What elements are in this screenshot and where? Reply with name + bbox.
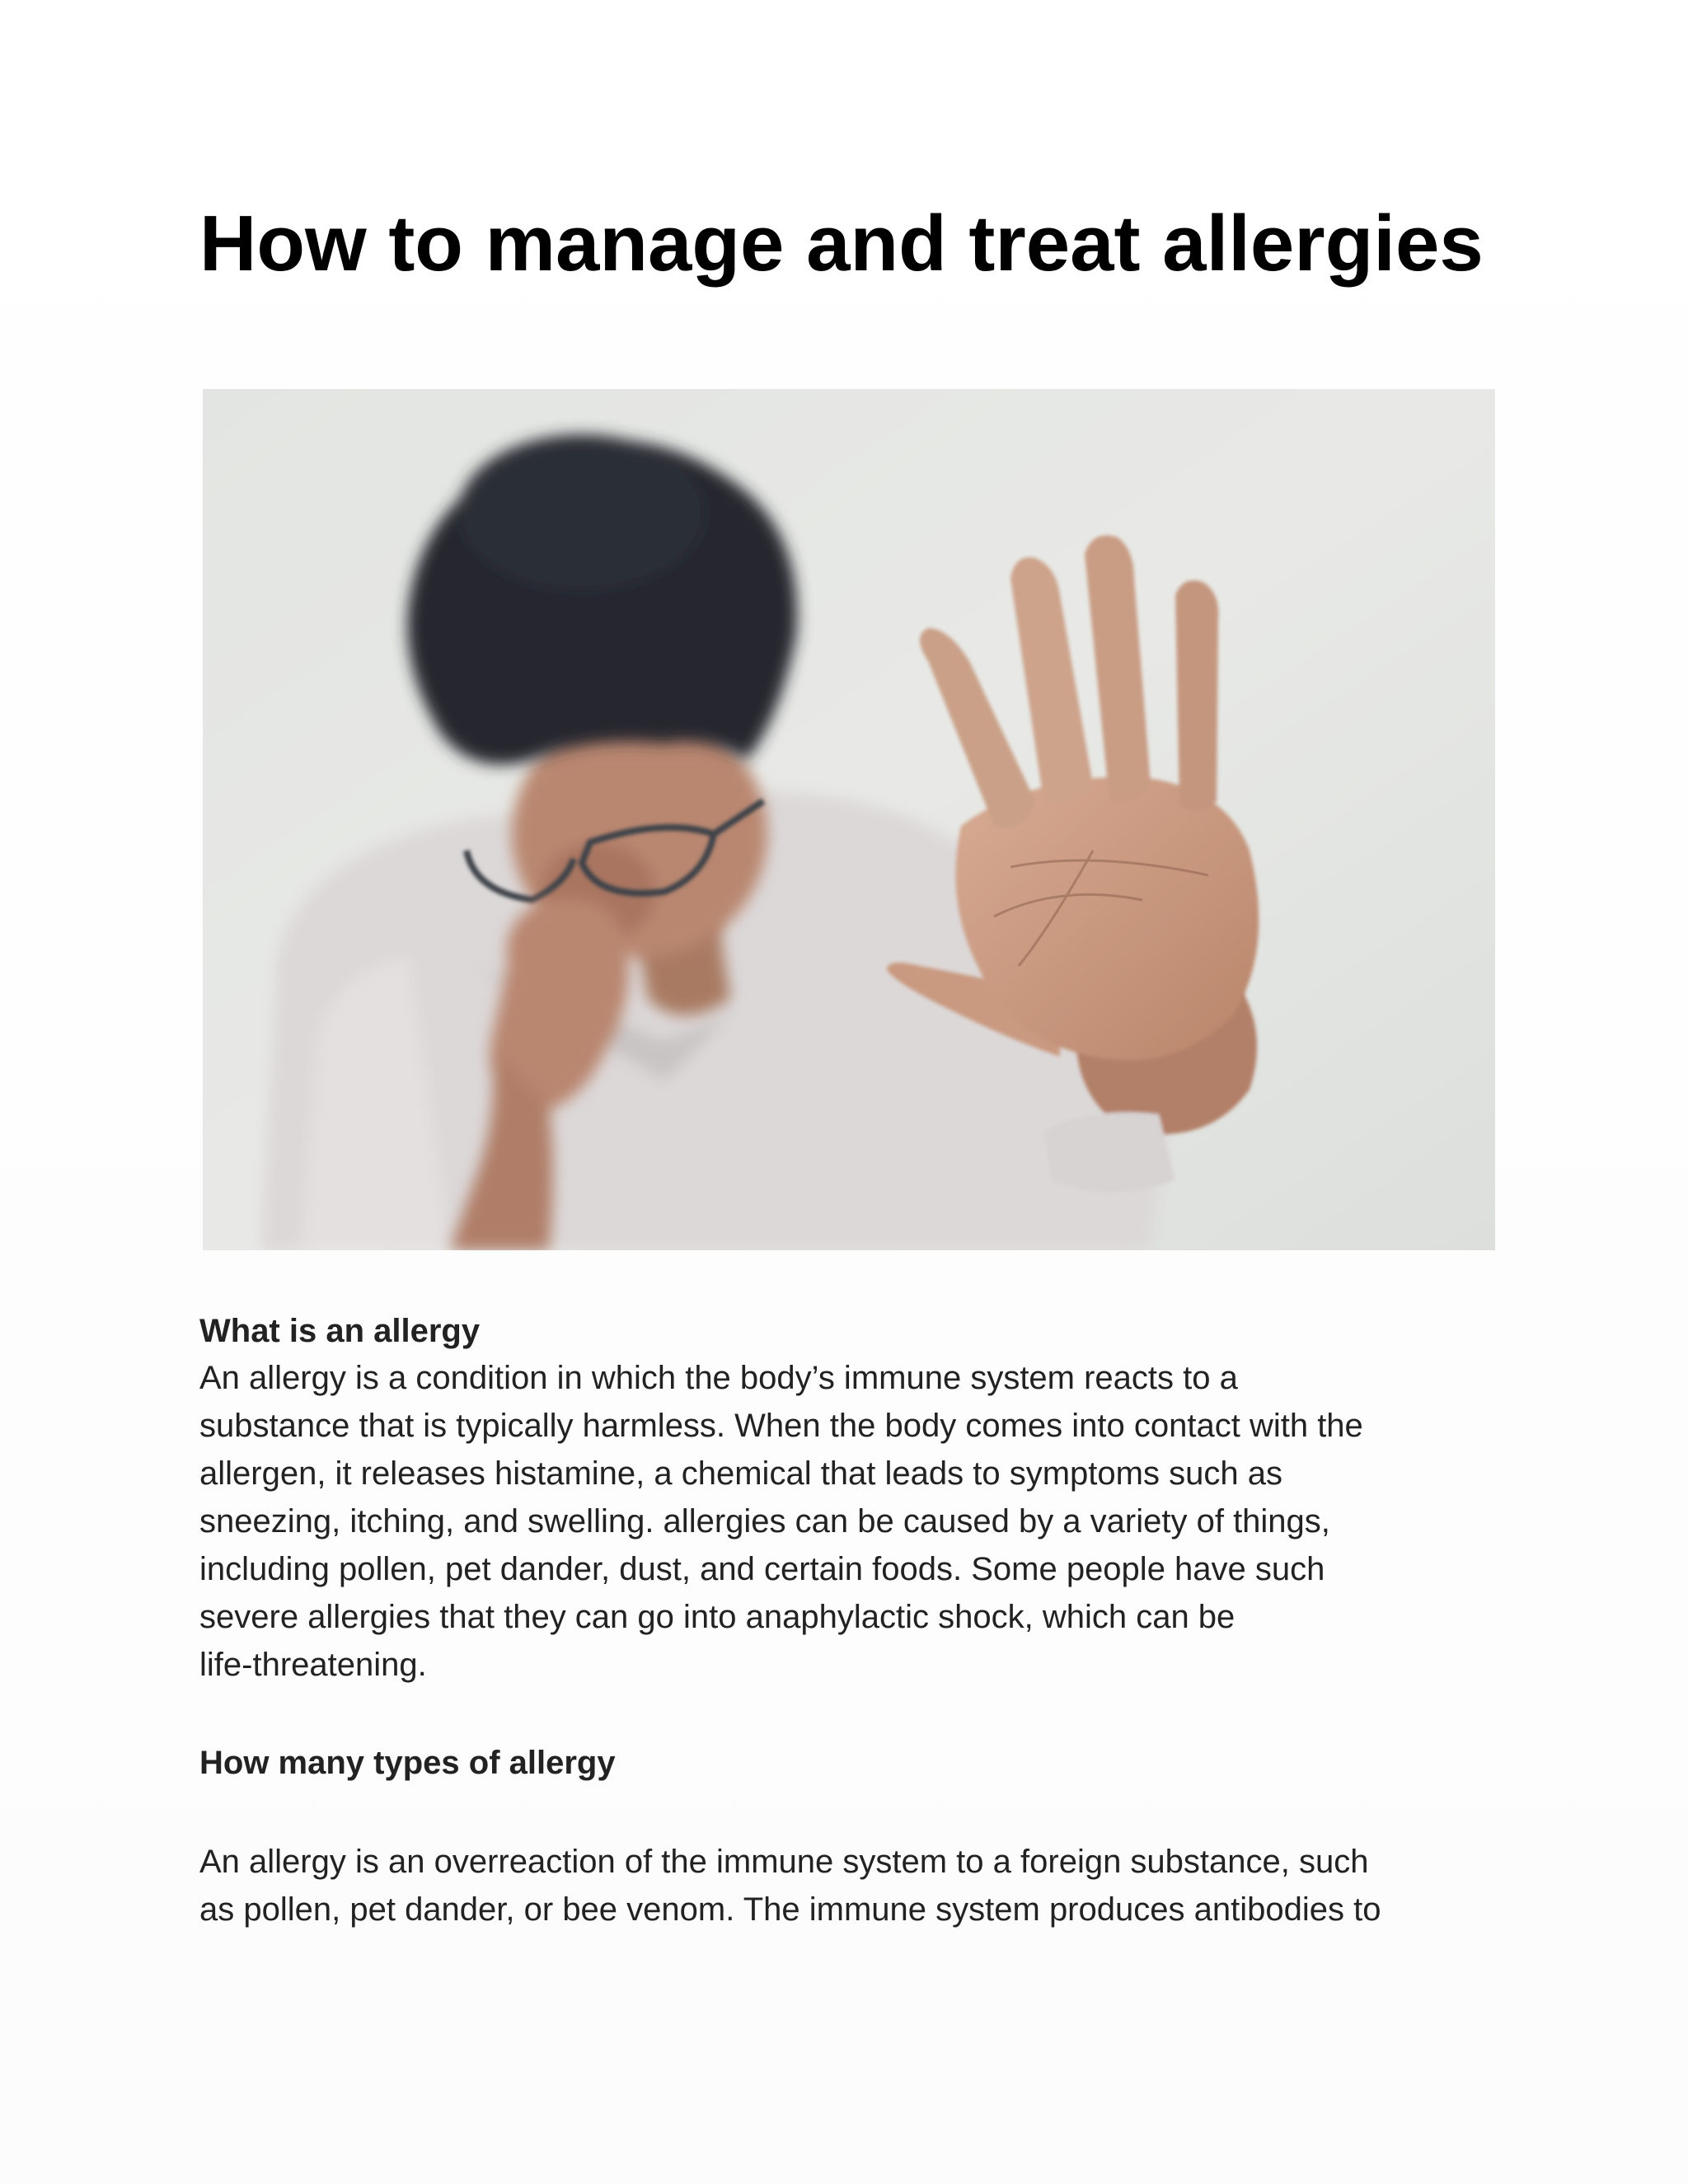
paragraph-line: sneezing, itching, and swelling. allergies can be caused by a variety of things,: [199, 1503, 1330, 1540]
paragraph-line: as pollen, pet dander, or bee venom. The immune system produces antibodies to: [199, 1891, 1381, 1928]
allergy-photo: [203, 389, 1495, 1250]
page-title: How to manage and treat allergies: [199, 199, 1484, 288]
paragraph-line: including pollen, pet dander, dust, and certain foods. Some people have such: [199, 1551, 1325, 1587]
section-heading-what-is-allergy: What is an allergy: [199, 1313, 481, 1349]
paragraph-line: An allergy is an overreaction of the immune system to a foreign substance, such: [199, 1844, 1369, 1880]
paragraph-line: An allergy is a condition in which the body’s immune system reacts to a: [199, 1360, 1238, 1396]
paragraph-what-is-allergy: [199, 1354, 1518, 1689]
paragraph-line: life-threatening.: [199, 1647, 427, 1683]
paragraph-line: allergen, it releases histamine, a chemical that leads to symptoms such as: [199, 1455, 1282, 1492]
paragraph-types-of-allergy: [199, 1838, 1518, 1933]
paragraph-line: substance that is typically harmless. When the body comes into contact with the: [199, 1408, 1363, 1444]
paragraph-line: severe allergies that they can go into anaphylactic shock, which can be: [199, 1599, 1236, 1635]
allergy-photo-illustration: [203, 389, 1495, 1250]
section-heading-types-of-allergy: How many types of allergy: [199, 1745, 616, 1781]
